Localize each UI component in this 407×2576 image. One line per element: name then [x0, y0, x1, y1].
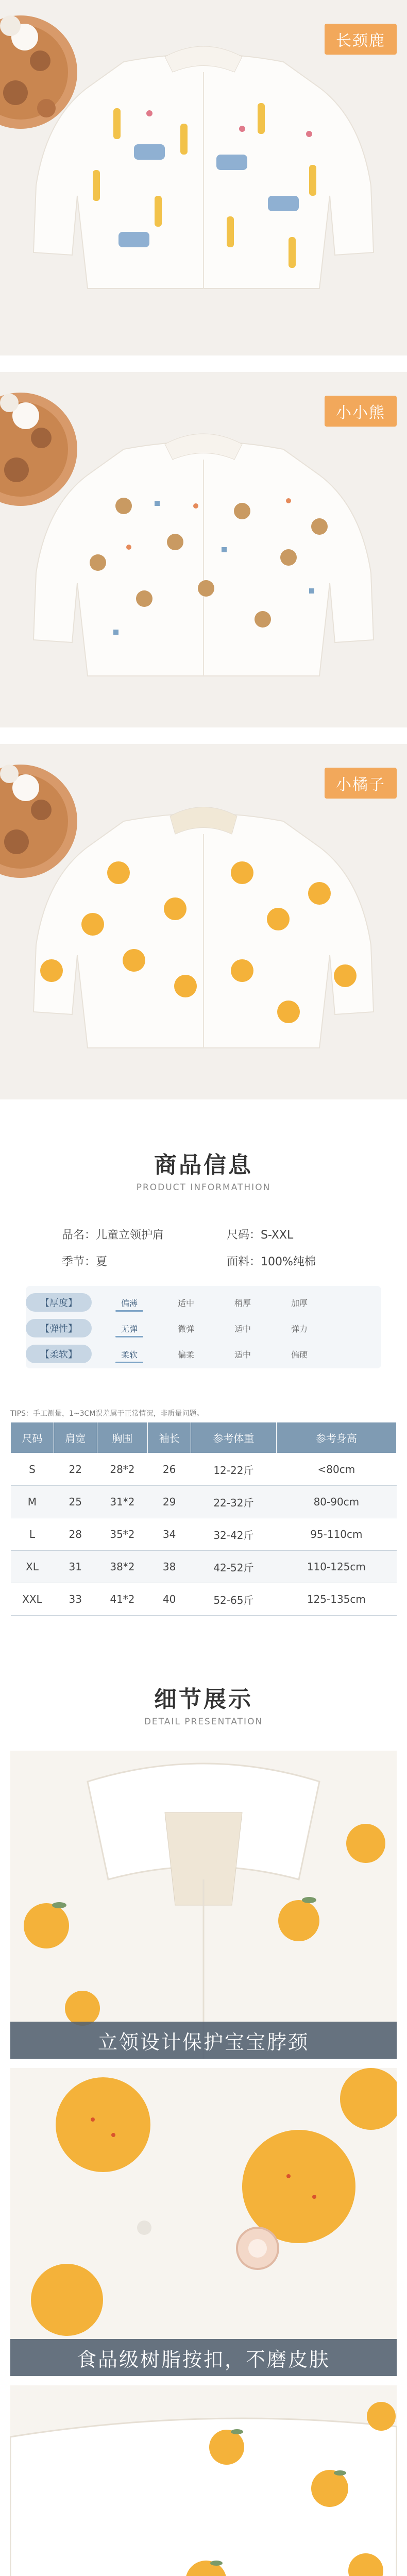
feature-option: 适中 — [177, 1298, 194, 1308]
cell: 29 — [148, 1486, 191, 1518]
cell: 26 — [148, 1453, 191, 1486]
feature-option: 柔软 — [101, 1348, 158, 1360]
cell: 22-32斤 — [191, 1486, 277, 1518]
col-height: 参考身高 — [276, 1422, 396, 1453]
feature-option: 弹力 — [291, 1324, 308, 1334]
feature-row-thickness — [26, 1291, 381, 1314]
detail-cuff — [10, 2385, 397, 2576]
feature-label: 【柔软】 — [26, 1345, 92, 1363]
feature-option: 偏硬 — [291, 1349, 308, 1360]
product-photo-giraffe — [0, 0, 407, 355]
cell: 52-65斤 — [191, 1583, 277, 1616]
section-title-detail: 细节展示 — [154, 1686, 253, 1713]
cell: 35*2 — [97, 1518, 148, 1551]
table-row — [11, 1453, 397, 1486]
cell: 38*2 — [97, 1551, 148, 1583]
section-subtitle-detail: DETAIL PRESENTATION — [144, 1717, 263, 1727]
cell: 42-52斤 — [191, 1551, 277, 1583]
col-size: 尺码 — [11, 1422, 54, 1453]
feature-option: 适中 — [234, 1349, 251, 1360]
cell: 38 — [148, 1551, 191, 1583]
size-table — [10, 1422, 397, 1616]
col-shoulder: 肩宽 — [54, 1422, 97, 1453]
detail-collar — [10, 1751, 397, 2059]
cell: 40 — [148, 1583, 191, 1616]
detail-button — [10, 2068, 397, 2376]
variant-tag: 小橘子 — [325, 768, 397, 799]
cell: 31*2 — [97, 1486, 148, 1518]
feature-option: 适中 — [234, 1324, 251, 1334]
feature-option: 偏薄 — [101, 1297, 158, 1309]
measurement-tips: TIPS：手工测量，1~3CM误差属于正常情况，非质量问题。 — [10, 1410, 204, 1418]
feature-row-elasticity — [26, 1317, 381, 1340]
cell: 41*2 — [97, 1583, 148, 1616]
cell: 33 — [54, 1583, 97, 1616]
variant-tag: 小小熊 — [325, 396, 397, 427]
table-row — [11, 1551, 397, 1583]
feature-option: 无弹 — [101, 1323, 158, 1334]
cell: 125-135cm — [276, 1583, 396, 1616]
info-season: 季节：夏 — [62, 1256, 108, 1268]
collar-closeup-image — [10, 1751, 397, 2059]
table-row — [11, 1583, 397, 1616]
info-fabric: 面料：100%纯棉 — [227, 1256, 316, 1268]
cell: 12-22斤 — [191, 1453, 277, 1486]
product-photo-orange — [0, 744, 407, 1099]
cuff-closeup-image — [10, 2385, 397, 2576]
feature-row-softness — [26, 1343, 381, 1365]
product-photo-bear — [0, 372, 407, 727]
button-closeup-image — [10, 2068, 397, 2376]
cell: XL — [11, 1551, 54, 1583]
cell: L — [11, 1518, 54, 1551]
section-subtitle-product-info: PRODUCT INFORMATHION — [136, 1182, 271, 1193]
detail-caption: 食品级树脂按扣，不磨皮肤 — [10, 2339, 397, 2376]
cell: 80-90cm — [276, 1486, 396, 1518]
table-row — [11, 1486, 397, 1518]
size-table-header — [11, 1422, 397, 1453]
cell: 25 — [54, 1486, 97, 1518]
feature-label: 【厚度】 — [26, 1293, 92, 1312]
info-size-range: 尺码：S-XXL — [227, 1229, 294, 1242]
col-sleeve: 袖长 — [148, 1422, 191, 1453]
col-chest: 胸围 — [97, 1422, 148, 1453]
cell: 34 — [148, 1518, 191, 1551]
section-title-product-info: 商品信息 — [154, 1152, 253, 1178]
feature-ratings — [26, 1286, 381, 1379]
variant-tag: 长颈鹿 — [325, 24, 397, 55]
cell: S — [11, 1453, 54, 1486]
cell: 28 — [54, 1518, 97, 1551]
cell: 110-125cm — [276, 1551, 396, 1583]
table-row — [11, 1518, 397, 1551]
detail-caption: 立领设计保护宝宝脖颈 — [10, 2022, 397, 2059]
cell: XXL — [11, 1583, 54, 1616]
feature-option: 加厚 — [291, 1298, 308, 1308]
feature-option: 稍厚 — [234, 1298, 251, 1308]
cell: 32-42斤 — [191, 1518, 277, 1551]
cell: 95-110cm — [276, 1518, 396, 1551]
feature-label: 【弹性】 — [26, 1319, 92, 1337]
cell: 22 — [54, 1453, 97, 1486]
col-weight: 参考体重 — [191, 1422, 277, 1453]
cell: M — [11, 1486, 54, 1518]
info-product-name: 品名：儿童立领护肩 — [62, 1229, 164, 1242]
feature-option: 偏柔 — [177, 1349, 194, 1360]
cell: 28*2 — [97, 1453, 148, 1486]
feature-option: 微弹 — [177, 1324, 194, 1334]
cell: 31 — [54, 1551, 97, 1583]
cell: <80cm — [276, 1453, 396, 1486]
